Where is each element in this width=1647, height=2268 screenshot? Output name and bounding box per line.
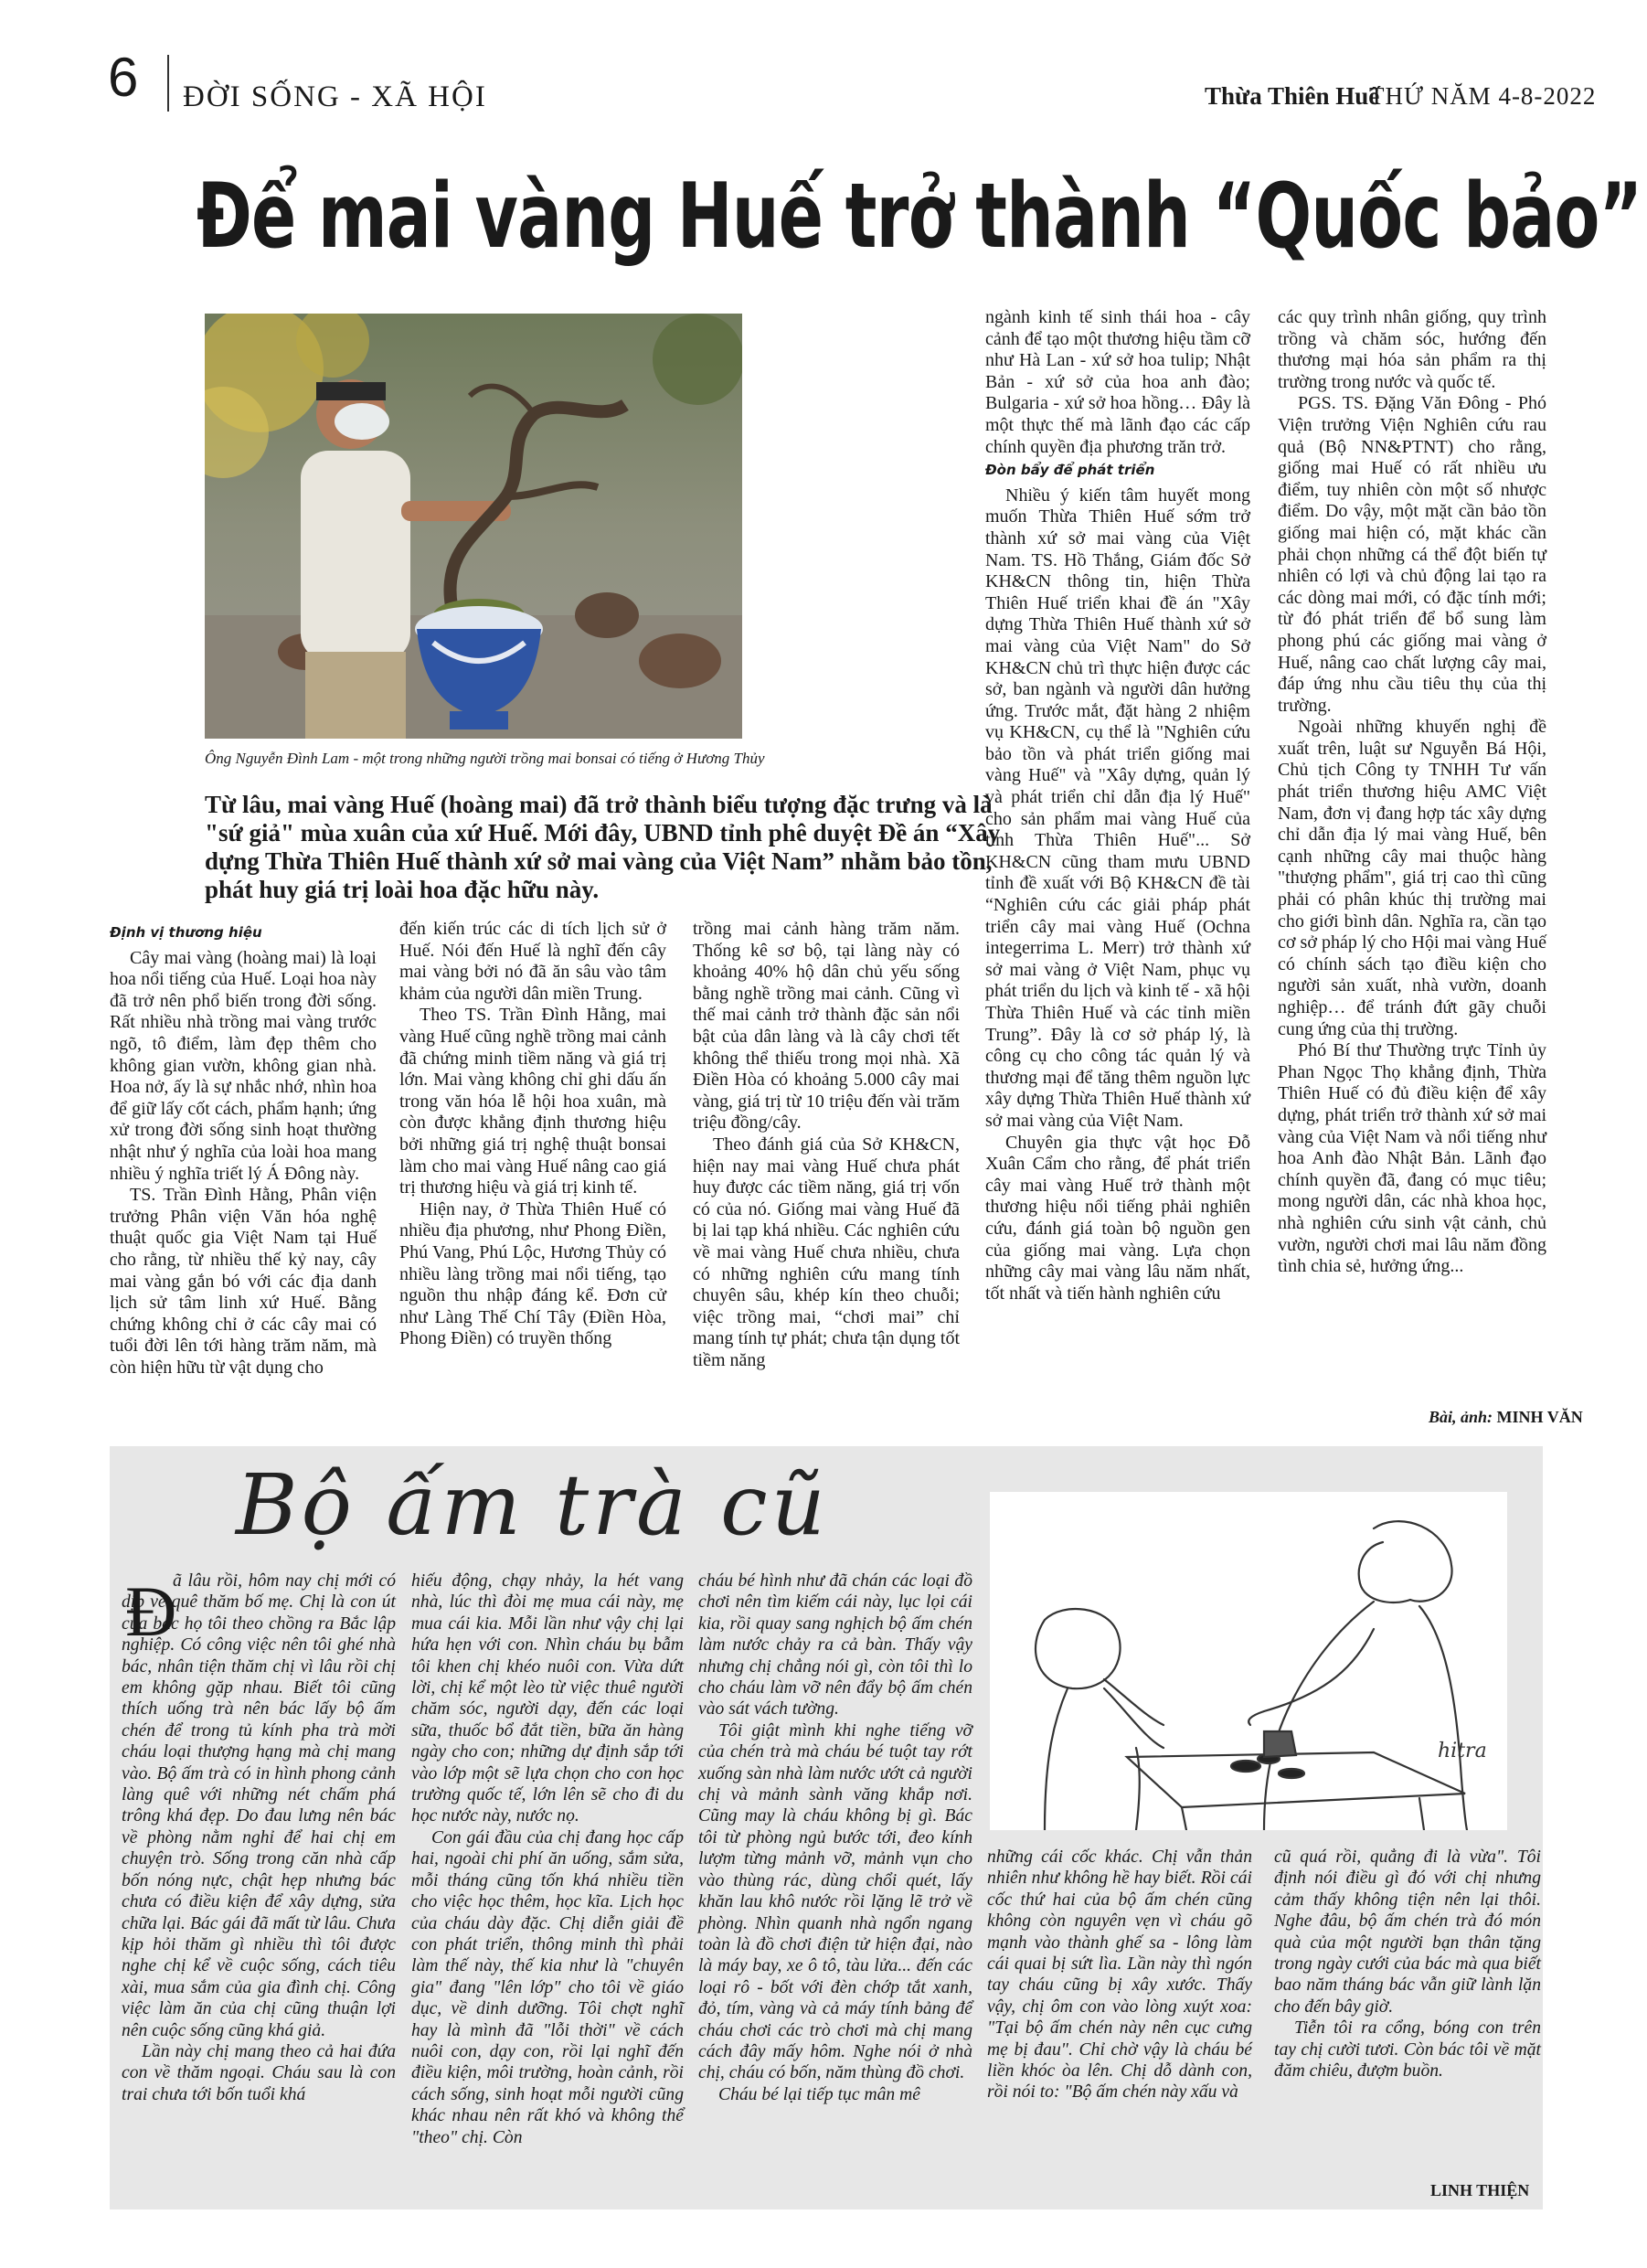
story-column-2 [411,1571,684,2148]
paragraph: Chuyên gia thực vật học Đỗ Xuân Cẩm cho rằng, để phát triển cây mai vàng Huế trở thành một thương hiệu nổi tiếng phải nghiên cứu, đánh giá toàn bộ nguồn gen của giống mai vàng. Lựa chọn những cây mai vàng lâu năm nhất, tốt nhất và tiến hành nghiên cứu [985,1132,1250,1304]
paragraph: Lần này chị mang theo cả hai đứa con về thăm ngoại. Cháu sau là con trai chưa tới bốn tuổi khá [122,2041,396,2104]
paragraph: Hiện nay, ở Thừa Thiên Huế có nhiều địa phương, như Phong Điền, Phú Vang, Phú Lộc, Hương Thủy có nhiều làng trồng mai nổi tiếng, tạo nguồn thu nhập đáng kể. Đơn cử như Làng Thế Chí Tây (Điền Hòa, Phong Điền) có truyền thống [399,1198,666,1349]
paragraph: Theo TS. Trần Đình Hằng, mai vàng Huế cũng nghề trồng mai cảnh đã chứng minh tiềm năng và giá trị lớn. Mai vàng không chỉ ghi dấu ấn trong văn hóa lễ hội hoa xuân, mà còn được khẳng định thương hiệu bởi những giá trị nghệ thuật bonsai làm cho mai vàng Huế nâng cao giá trị thương hiệu và giá trị kinh tế. [399,1005,666,1198]
article-lead: Từ lâu, mai vàng Huế (hoàng mai) đã trở thành biểu tượng đặc trưng và là "sứ giả" mùa xuân của xứ Huế. Mới đây, UBND tỉnh phê duyệt Đề án “Xây dựng Thừa Thiên Huế thành xứ sở mai vàng của Việt Nam” nhằm bảo tồn, phát huy giá trị loài hoa đặc hữu này. [205,791,1001,903]
article-headline: Để mai vàng Huế trở thành “Quốc bảo” [197,165,1642,269]
paragraph: các quy trình nhân giống, quy trình trồng và chăm sóc, hướng đến thương mại hóa sản phẩm ra thị trường trong nước và quốc tế. [1278,307,1546,392]
issue-date: THỨ NĂM 4-8-2022 [1369,82,1597,110]
paragraph: trồng mai cảnh hàng trăm năm. Thống kê sơ bộ, tại làng này có khoảng 40% hộ dân chủ yếu sống bằng nghề trồng mai cảnh. Cũng vì thế mai cảnh trở thành đặc sản nổi bật của dân làng và là cây chơi tết không thể thiếu trong mọi nhà. Xã Điền Hòa có khoảng 5.000 cây mai vàng, giá trị từ 10 triệu đến vài trăm triệu đồng/cây. [693,919,960,1134]
article-byline [1429,1408,1583,1427]
article-column-2 [399,919,666,1350]
paragraph: Ngoài những khuyến nghị đề xuất trên, luật sư Nguyễn Bá Hội, Chủ tịch Công ty TNHH Tư vấn phát triển thương hiệu AMC Việt Nam, đơn vị đang hợp tác xây dựng chỉ dẫn địa lý mai vàng Huế, bên cạnh những cây mai thuộc hàng "thượng phẩm", giá trị cao thì cũng phải có phân khúc thị trường mai cho giới bình dân. Nghĩa ra, cần tạo cơ sở pháp lý cho Hội mai vàng Huế có chính sách tạo điều kiện cho người sản xuất, nhà vườn, doanh nghiệp… để tránh đứt gãy chuỗi cung ứng của thị trường. [1278,717,1546,1039]
story-title: Bộ ấm trà cũ [236,1456,829,1554]
subheading: Đòn bẩy để phát triển [985,462,1155,479]
paragraph: Theo đánh giá của Sở KH&CN, hiện nay mai vàng Huế chưa phát huy được các tiềm năng, giá trị vốn có của nó. Giống mai vàng Huế đã bị lai tạp khá nhiều. Các nghiên cứu về mai vàng Huế chưa nhiều, chưa có những nghiên cứu mang tính chuyên sâu, khép kín theo chuỗi; việc trồng mai, “chơi mai” chỉ mang tính tự phát; chưa tận dụng tốt tiềm năng [693,1134,960,1370]
story-illustration [990,1492,1507,1830]
paragraph: Phó Bí thư Thường trực Tỉnh ủy Phan Ngọc Thọ khẳng định, Thừa Thiên Huế có đủ điều kiện để xây dựng, phát triển trở thành xứ sở mai vàng của Việt Nam và nổi tiếng như hoa Anh đào Nhật Bản. Lãnh đạo chính quyền đã, đang có mục tiêu; mong người dân, các nhà khoa học, nhà nghiên cứu sinh vật cảnh, chủ vườn, người chơi mai lâu năm đồng tình chia sẻ, hưởng ứng... [1278,1040,1546,1277]
paragraph: ngành kinh tế sinh thái hoa - cây cảnh để tạo một thương hiệu tầm cỡ như Hà Lan - xứ sở hoa tulip; Nhật Bản - xứ sở của hoa anh đào; Bulgaria - xứ sở hoa hồng… Đây là một thực thế mà lãnh đạo các cấp chính quyền địa phương trăn trở. [985,307,1250,457]
story-column-3 [698,1571,972,2105]
section-title: ĐỜI SỐNG - XÃ HỘI [183,80,487,113]
illustration-signature: hitra [1438,1740,1487,1762]
photo-caption: Ông Nguyễn Đình Lam - một trong những người trồng mai bonsai có tiếng ở Hương Thủy [205,750,765,767]
paragraph: đến kiến trúc các di tích lịch sử ở Huế. Nói đến Huế là nghĩ đến cây mai vàng bởi nó đã ăn sâu vào tâm khảm của người dân miền Trung. [399,919,666,1004]
paragraph: ã lâu rồi, hôm nay chị mới có dịp về quê thăm bố mẹ. Chị là con út của bác họ tôi theo chồng ra Bắc lập nghiệp. Có công việc nên tôi ghé nhà bác, nhân tiện thăm chị vì lâu rồi chị em không gặp nhau. Biết tôi cũng thích uống trà nên bác lấy bộ ấm chén để trong tủ kính pha trà mời cháu loại thượng hạng mà chị mang vào. Bộ ấm trà có in hình phong cảnh làng quê với những nét chấm phá trông khá đẹp. Do đau lưng nên bác về phòng nằm nghỉ để hai chị em chuyện trò. Sống trong căn nhà cấp bốn nóng nực, chật hẹp nhưng bác chưa có điều kiện để xây dựng, sửa chữa lại. Bác gái đã mất từ lâu. Chưa kịp hỏi thăm gì nhiều thì tôi được nghe chị kể về cuộc sống, cách tiêu xài, mua sắm của gia đình chị. Công việc làm ăn của chị cũng thuận lợi nên cuộc sống cũng khá giả. [122,1571,396,2040]
article-column-1 [110,921,377,1379]
paragraph: TS. Trần Đình Hằng, Phân viện trưởng Phân viện Văn hóa nghệ thuật quốc gia Việt Nam tại Huế cho rằng, từ nhiều thế kỷ nay, cây mai vàng gắn bó với các địa danh lịch sử tâm linh xứ Huế. Bằng chứng không chỉ ở các cây mai có tuổi đời lên tới hàng trăm năm, mà còn hiện hữu từ vật dụng cho [110,1185,377,1378]
paragraph: Nhiều ý kiến tâm huyết mong muốn Thừa Thiên Huế sớm trở thành xứ sở mai vàng của Việt Nam. TS. Hồ Thắng, Giám đốc Sở KH&CN thông tin, hiện Thừa Thiên Huế triển khai đề án "Xây dựng Thừa Thiên Huế thành xứ sở mai vàng của Việt Nam" do Sở KH&CN chủ trì thực hiện được các sở, ban ngành và người dân hưởng ứng. Trước mắt, đặt hàng 2 nhiệm vụ KH&CN, cụ thể là "Nghiên cứu bảo tồn và phát triển giống mai vàng Huế" và "Xây dựng, quản lý và phát triển chỉ dẫn địa lý Huế" cho sản phẩm mai vàng Huế của tỉnh Thừa Thiên Huế"... Sở KH&CN cũng tham mưu UBND tỉnh đề xuất với Bộ KH&CN đề tài “Nghiên cứu các giải pháp phát triển cây mai vàng Huế (Ochna integerrima L. Merr) trở thành xứ sở mai vàng ở Việt Nam, phục vụ phát triển du lịch và kinh tế - xã hội Thừa Thiên Huế và các tỉnh miền Trung”. Đây là cơ sở pháp lý, là công cụ cho công tác quản lý và thương mại để tăng thêm nguồn lực xây dựng Thừa Thiên Huế thành xứ sở mai vàng của Việt Nam. [985,484,1250,1131]
drop-cap: Đ [125,1571,177,1651]
paragraph: Con gái đầu của chị đang học cấp hai, ngoài chi phí ăn uống, sắm sửa, mỗi tháng cũng tốn khá nhiều tiền cho việc học thêm, học kĩa. Lịch học của cháu dày đặc. Chị diễn giải đề con phát triển, thông minh thì phải làm thế này, thế kia như là "chuyên gia" đang "lên lớp" cho tôi về giáo dục, về dinh dưỡng. Tôi chợt nghĩ hay là mình đã "lỗi thời" về cách nuôi con, dạy con, rồi lại nghĩ đến điều kiện, môi trường, hoàn cảnh, rồi cách sống, sinh hoạt mỗi người cũng khác nhau nên rất khó và không thể "theo" chị. Còn [411,1827,684,2147]
paragraph: Cháu bé lại tiếp tục mân mê [718,2084,920,2104]
subheading: Định vị thương hiệu [110,924,262,941]
paragraph: Tiễn tôi ra cổng, bóng con trên tay chị cười tươi. Còn bác tôi về mặt đăm chiêu, đượm buồn. [1274,2018,1541,2082]
newspaper-name: Thừa Thiên Huế [1205,82,1380,110]
byline-label: Bài, ảnh: [1429,1408,1493,1426]
article-column-3 [693,919,960,1371]
byline-author: MINH VĂN [1496,1408,1583,1426]
paragraph: hiếu động, chạy nhảy, la hét vang nhà, lúc thì đòi mẹ mua cái này, mẹ mua cái kia. Mỗi lần như vậy chị lại hứa hẹn với con. Nhìn cháu bụ bẫm tôi khen chị khéo nuôi con. Vừa dứt lời, chị kể một lèo từ việc thuê người chăm sóc, người dạy, đến các loại sữa, thuốc bổ đắt tiền, bữa ăn hàng ngày cho con; những dự định sắp tới vào lớp một sẽ lựa chọn cho con học trường quốc tế, lớn lên sẽ cho đi du học nước này, nước nọ. [411,1571,684,1826]
header-divider [167,55,169,112]
paragraph: những cái cốc khác. Chị vẫn thản nhiên như không hề hay biết. Rồi cái cốc thứ hai của bộ ấm chén cũng không còn nguyên vẹn vì cháu gõ mạnh vào thành ghế sa - lông làm cái quai bị sứt lìa. Lần này thì ngón tay cháu cũng bị xây xước. Thấy vậy, chị ôm con vào lòng xuýt xoa: "Tại bộ ấm chén này nên cục cưng mẹ bị đau". Chỉ chờ vậy là cháu bé liền khóc òa lên. Chị dỗ dành con, rồi nói to: "Bộ ấm chén này xấu và [987,1847,1252,2103]
page-number: 6 [108,47,139,108]
article-photo [205,314,742,739]
article-column-4 [985,307,1250,1304]
paragraph: cháu bé hình như đã chán các loại đồ chơi nên tìm kiếm cái này, lục lọi cái kia, rồi quay sang nghịch bộ ấm chén làm nước chảy ra cả bàn. Thấy vậy nhưng chị chẳng nói gì, còn tôi thì lo cho cháu làm vỡ nên đẩy bộ ấm chén vào sát vách tường. [698,1571,972,1720]
story-column-4 [987,1847,1252,2103]
paragraph: PGS. TS. Đặng Văn Đông - Phó Viện trưởng Viện Nghiên cứu rau quả (Bộ NN&PTNT) cho rằng, giống mai Huế có rất nhiều ưu điểm, tuy nhiên còn một số nhược điểm. Do vậy, một mặt cần bảo tồn giống mai hiện có, mặt khác cần phải chọn những cá thể đột biến tự nhiên có lợi và chủ động lai tạo ra các dòng mai mới, có đặc tính mới; từ đó phát triển để bổ sung làm phong phú các giống mai vàng ở Huế, nâng cao chất lượng cây mai, đáp ứng nhu cầu tiêu thụ của thị trường. [1278,393,1546,716]
paragraph: Tôi giật mình khi nghe tiếng vỡ của chén trà mà cháu bé tuột tay rớt xuống sàn nhà làm nước ướt cả người chị và mảnh sành văng khắp nơi. Cũng may là cháu không bị gì. Bác tôi từ phòng ngủ bước tới, đeo kính lượm từng mảnh vỡ, mảnh vụn cho vào thùng rác, dùng chổi quét, lấy khăn lau khô nước rồi lặng lẽ trở về phòng. Nhìn quanh nhà ngổn ngang toàn là đồ chơi điện tử hiện đại, nào là máy bay, xe ô tô, tàu lửa... đến các loại rô - bốt với đèn chớp tắt xanh, đỏ, tím, vàng và cả máy tính bảng để cháu chơi các trò chơi mà chị mang cách đây mấy hôm. Nghe nói ở nhà chị, cháu có bốn, năm thùng đồ chơi. [698,1720,972,2083]
paragraph: Cây mai vàng (hoàng mai) là loại hoa nổi tiếng của Huế. Loại hoa này đã trở nên phổ biến trong đời sống. Rất nhiều nhà trồng mai vàng trước ngõ, tô điểm, làm đẹp thêm cho không gian vườn, không gian nhà. Hoa nở, ấy là sự nhắc nhớ, nhìn hoa để giữ lấy cốt cách, phẩm hạnh; ứng xử trong đời sống sinh hoạt thường nhật như ý nghĩa của loài hoa mang nhiều ý nghĩa triết lý Á Đông này. [110,947,377,1184]
story-column-1 [122,1571,396,2105]
story-column-5 [1274,1847,1541,2082]
paragraph: cũ quá rồi, quẳng đi là vừa". Tôi định nói điều gì đó với chị nhưng cảm thấy không tiện nên lại thôi. Nghe đâu, bộ ấm chén trà đó món quà của một người bạn thân tặng trong ngày cưới của bác mà qua biết bao năm tháng bác vẫn giữ lành lặn cho đến bây giờ. [1274,1847,1541,2017]
story-byline: LINH THIỆN [1430,2181,1530,2199]
article-column-5 [1278,307,1546,1278]
